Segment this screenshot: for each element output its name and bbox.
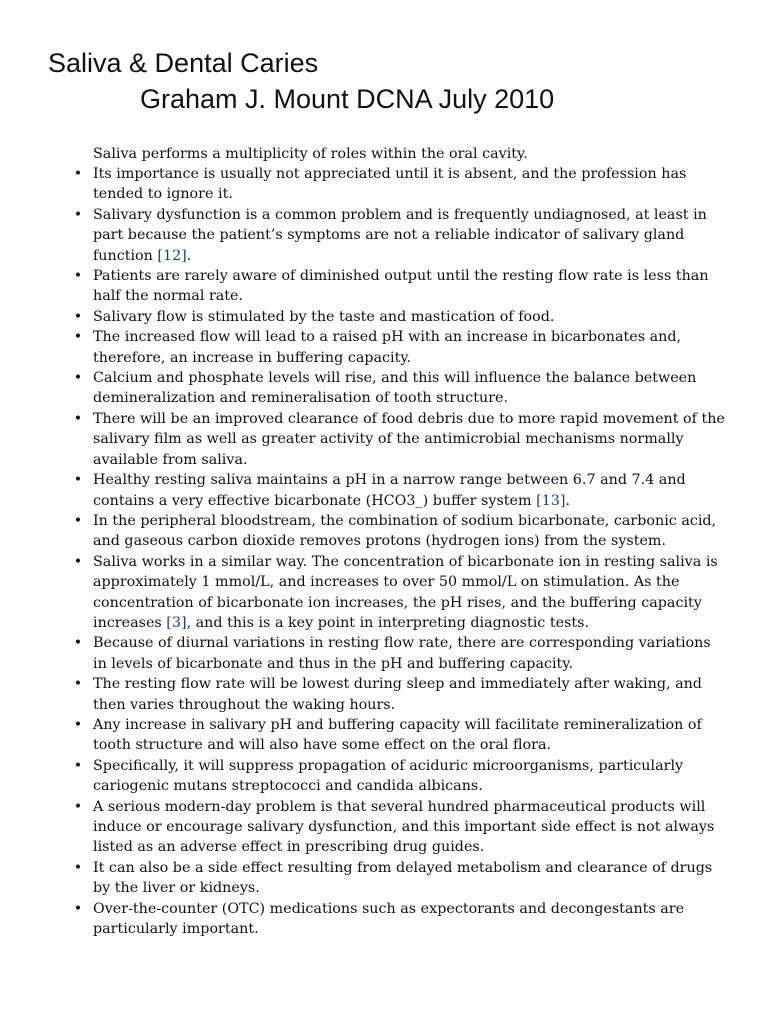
list-item [73,409,729,470]
list-item [73,756,729,797]
list-item-text: Over-the-counter (OTC) medications such as expectorants and decongestants are particularly important. [93,900,685,938]
list-item [73,633,729,674]
list-item-text: The increased flow will lead to a raised pH with an increase in bicarbonates and, therefore, an increase in buffering capacity. [93,329,682,366]
bullet-glyph: • [73,472,83,489]
list-item-text: It can also be a side effect resulting from delayed metabolism and clearance of drugs by the liver or kidneys. [93,859,713,897]
bullet-glyph: • [73,370,83,387]
bullet-glyph: • [73,676,83,693]
list-item-text: Saliva works in a similar way. The concentration of bicarbonate ion in resting saliva is approximately 1 mmol/L, and increases to over 50 mmol/L on stimulation. As the concentration of bicarbonate ion increases, the pH rises, and the buffering capacity increases [93,553,718,631]
list-item-text: Healthy resting saliva maintains a pH in a narrow range between 6.7 and 7.4 and contains a very effective bicarbonate (HCO3_) buffer system [93,472,686,509]
list-item [73,307,729,327]
bullet-glyph: • [73,757,83,774]
bullet-glyph: • [73,329,83,346]
bullet-glyph: • [73,308,83,325]
bullet-glyph: • [73,798,83,815]
bullet-glyph: • [73,716,83,733]
list-item-text: There will be an improved clearance of food debris due to more rapid movement of the salivary film as well as greater activity of the antimicrobial mechanisms normally available from saliva. [93,410,725,468]
reference-link[interactable]: [12] [157,247,187,264]
bullet-list [73,164,729,939]
list-item-text: Salivary dysfunction is a common problem and is frequently undiagnosed, at least in part because the patient’s symptoms are not a reliable indicator of salivary gland function [93,206,707,264]
list-item-tail: . [565,492,571,509]
bullet-glyph: • [73,512,83,529]
bullet-glyph: • [73,268,83,285]
bullet-glyph: • [73,206,83,223]
document-subtitle: Graham J. Mount DCNA July 2010 [140,84,555,114]
list-item [73,552,729,634]
list-item [73,368,729,409]
list-item-text: Any increase in salivary pH and buffering capacity will facilitate remineralization of tooth structure and will also have some effect on the oral flora. [93,716,702,754]
reference-link[interactable]: [3] [166,614,187,631]
list-item [73,858,729,899]
bullet-glyph: • [73,900,83,917]
list-item-text: Salivary flow is stimulated by the taste and mastication of food. [93,308,555,325]
list-item [73,266,729,307]
document-title: Saliva & Dental Caries [48,48,319,78]
list-item-text: The resting flow rate will be lowest during sleep and immediately after waking, and then varies throughout the waking hours. [93,676,702,713]
list-item [73,899,729,940]
list-item-tail: , and this is a key point in interpreting diagnostic tests. [186,614,589,631]
list-item-text: Specifically, it will suppress propagation of aciduric microorganisms, particularly cariogenic mutans streptococci and candida albicans. [93,757,684,795]
bullet-glyph: • [73,553,83,570]
list-item [73,797,729,858]
list-item-text: Calcium and phosphate levels will rise, and this will influence the balance between demineralization and remineralisation of tooth structure. [93,370,697,407]
list-item [73,205,729,266]
intro-paragraph: Saliva performs a multiplicity of roles within the oral cavity. [93,146,528,162]
reference-link[interactable]: [13] [536,492,566,509]
list-item-text: Its importance is usually not appreciated until it is absent, and the profession has tended to ignore it. [93,166,687,203]
list-item [73,511,729,552]
bullet-glyph: • [73,859,83,876]
bullet-glyph: • [73,635,83,652]
list-item-text: Patients are rarely aware of diminished output until the resting flow rate is less than half the normal rate. [93,268,709,305]
bullet-glyph: • [73,410,83,427]
list-item-text: Because of diurnal variations in resting flow rate, there are corresponding variations in levels of bicarbonate and thus in the pH and buffering capacity. [93,635,711,672]
bullet-glyph: • [73,166,83,182]
list-item [73,674,729,715]
list-item [73,470,729,511]
list-item [73,164,729,205]
list-item [73,715,729,756]
list-item-text: In the peripheral bloodstream, the combination of sodium bicarbonate, carbonic acid, and gaseous carbon dioxide removes protons (hydrogen ions) from the system. [93,512,717,550]
list-item-tail: . [186,247,192,264]
list-item [73,327,729,368]
list-item-text: A serious modern-day problem is that several hundred pharmaceutical products will induce or encourage salivary dysfunction, and this important side effect is not always listed as an adverse effect in prescribing drug guides. [93,798,715,856]
